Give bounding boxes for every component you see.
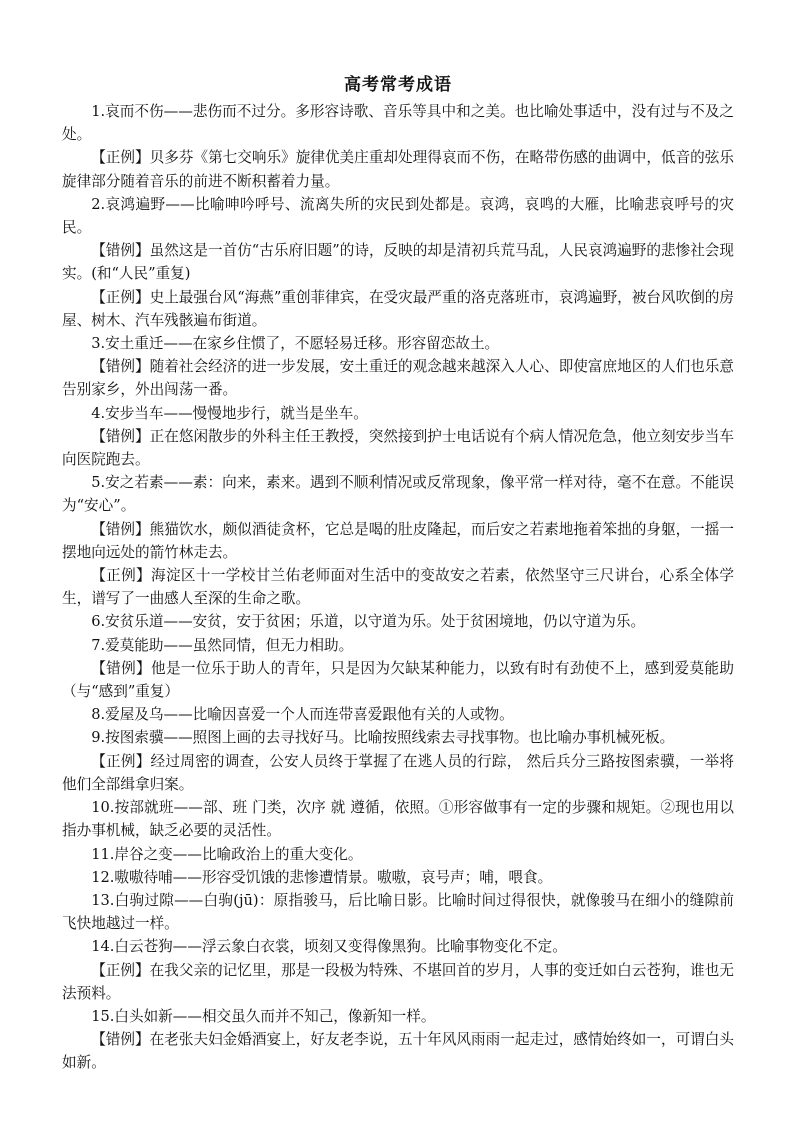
entry-2-wrong-example: 【错例】虽然这是一首仿“古乐府旧题”的诗，反映的却是清初兵荒马乱，人民哀鸿遍野的悲惨社会现实。(和“人民”重复) bbox=[62, 242, 734, 283]
entry-7-wrong-example: 【错例】他是一位乐于助人的青年，只是因为欠缺某种能力，以致有时有劲使不上，感到爱莫能助（与“感到”重复） bbox=[62, 659, 734, 701]
entry-4-wrong-example: 【错例】正在悠闲散步的外科主任王教授，突然接到护士电话说有个病人情况危急，他立刻安步当车向医院跑去。 bbox=[62, 427, 734, 469]
entry-2-example: 【正例】史上最强台风“海燕”重创菲律宾，在受灾最严重的洛克落班市，哀鸿遍野，被台风吹倒的房屋、树木、汽车残骸遍布街道。 bbox=[62, 288, 734, 329]
entry-15-definition: 15.白头如新——相交虽久而并不知己，像新知一样。 bbox=[91, 1007, 436, 1025]
entry-7-definition: 7.爱莫能助——虽然同情，但无力相助。 bbox=[91, 636, 354, 654]
entry-14-example: 【正例】在我父亲的记忆里，那是一段极为特殊、不堪回首的岁月，人事的变迁如白云苍狗，谁也无法预料。 bbox=[62, 961, 734, 1002]
entry-5-wrong-example: 【错例】熊猫饮水，颇似酒徒贪杯，它总是喝的肚皮隆起，而后安之若素地拖着笨拙的身躯，一摇一摆地向远处的箭竹林走去。 bbox=[62, 520, 734, 561]
entry-12-definition: 12.嗷嗷待哺——形容受饥饿的悲惨遭情景。嗷嗷，哀号声；哺，喂食。 bbox=[91, 868, 553, 886]
entry-9-definition: 9.按图索骥——照图上画的去寻找好马。比喻按照线索去寻找事物。也比喻办事机械死板。 bbox=[91, 729, 675, 747]
entry-10-definition: 10.按部就班——部、班 门类，次序 就 遵循，依照。①形容做事有一定的步骤和规矩。②现也用以指办事机械，缺乏必要的灵活性。 bbox=[62, 799, 734, 840]
document-title: 高考常考成语 bbox=[344, 75, 452, 95]
entry-1-definition: 1.哀而不伤——悲伤而不过分。多形容诗歌、音乐等具中和之美。也比喻处事适中，没有过与不及之处。 bbox=[62, 103, 734, 144]
entry-9-example: 【正例】经过周密的调查，公安人员终于掌握了在逃人员的行踪， 然后兵分三路按图索骥，一举将他们全部缉拿归案。 bbox=[62, 752, 734, 793]
entry-5-example: 【正例】海淀区十一学校甘兰佑老师面对生活中的变故安之若素，依然坚守三尺讲台，心系全体学生，谱写了一曲感人至深的生命之歌。 bbox=[62, 567, 734, 608]
entry-14-definition: 14.白云苍狗——浮云象白衣裳，顷刻又变得像黑狗。比喻事物变化不定。 bbox=[91, 938, 567, 956]
entry-4-definition: 4.安步当车——慢慢地步行，就当是坐车。 bbox=[91, 404, 368, 422]
entry-3-definition: 3.安土重迁——在家乡住惯了，不愿轻易迁移。形容留恋故土。 bbox=[91, 335, 500, 353]
entry-1-example: 【正例】贝多芬《第七交响乐》旋律优美庄重却处理得哀而不伤，在略带伤感的曲调中，低音的弦乐旋律部分随着音乐的前进不断积蓄着力量。 bbox=[62, 149, 734, 190]
entry-6-definition: 6.安贫乐道——安贫，安于贫困；乐道，以守道为乐。处于贫困境地，仍以守道为乐。 bbox=[91, 613, 646, 631]
entry-15-wrong-example: 【错例】在老张夫妇金婚酒宴上，好友老李说，五十年风风雨雨一起走过，感情始终如一，可谓白头如新。 bbox=[62, 1031, 734, 1072]
entry-11-definition: 11.岸谷之变——比喻政治上的重大变化。 bbox=[91, 845, 363, 863]
entry-13-definition: 13.白驹过隙——白驹(jū)：原指骏马，后比喻日影。比喻时间过得很快，就像骏马在细小的缝隙前飞快地越过一样。 bbox=[62, 891, 734, 933]
entry-2-definition: 2.哀鸿遍野——比喻呻吟呼号、流离失所的灾民到处都是。哀鸿，哀鸣的大雁，比喻悲哀呼号的灾民。 bbox=[62, 195, 734, 237]
entry-5-definition: 5.安之若素——素：向来，素来。遇到不顺利情况或反常现象，像平常一样对待，毫不在意。不能误为“安心”。 bbox=[62, 474, 734, 515]
document-page bbox=[62, 72, 734, 1075]
entry-3-wrong-example: 【错例】随着社会经济的进一步发展，安土重迁的观念越来越深入人心、即使富庶地区的人们也乐意告别家乡，外出闯荡一番。 bbox=[62, 358, 734, 399]
entry-8-definition: 8.爱屋及乌——比喻因喜爱一个人而连带喜爱跟他有关的人或物。 bbox=[91, 706, 514, 724]
